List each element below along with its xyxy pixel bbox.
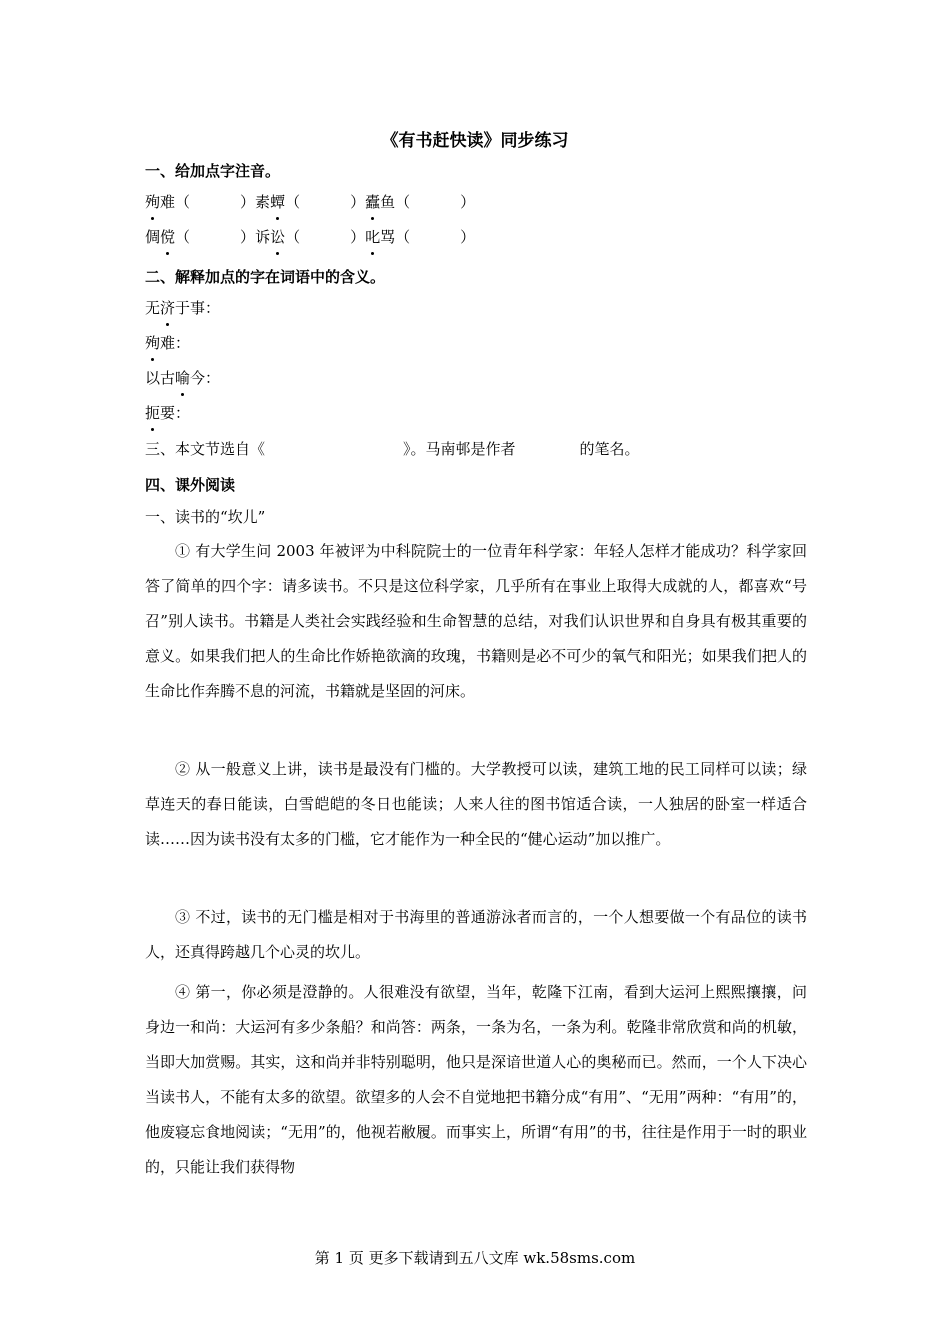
reading-paragraph-3: ③ 不过，读书的无门槛是相对于书海里的普通游泳者而言的，一个人想要做一个有品位的读书人，还真得跨越几个心灵的坎儿。	[145, 908, 807, 961]
reading-paragraph-2: ② 从一般意义上讲，读书是最没有门槛的。大学教授可以读，建筑工地的民工同样可以读；绿草连天的春日能读，白雪皑皑的冬日也能读；人来人往的图书馆适合读，一人独居的卧室一样适合读……因为读书没有太多的门槛，它才能作为一种全民的“健心运动”加以推广。	[145, 760, 807, 848]
section4-heading: 四、课外阅读	[145, 476, 236, 494]
meaning-item-1: 无济于事：	[145, 299, 221, 317]
page-footer: 第 1 页 更多下载请到五八文库 wk.58sms.com	[314, 1249, 636, 1267]
dotted-char: 叱	[365, 228, 381, 246]
dotted-char: 喻	[175, 369, 191, 387]
reading-paragraph-4: ④ 第一，你必须是澄静的。人很难没有欲望，当年，乾隆下江南，看到大运河上熙熙攘攘，问身边一和尚：大运河有多少条船？和尚答：两条，一条为名，一条为利。乾隆非常欣赏和尚的机敏，当即大加赏赐。其实，这和尚并非特别聪明，他只是深谙世道人心的奥秘而已。然而，一个人下决心当读书人，不能有太多的欲望。欲望多的人会不自觉地把书籍分成“有用”、“无用”两种：“有用”的，他废寝忘食地阅读；“无用”的，他视若敝履。而事实上，所谓“有用”的书，往往是作用于一时的职业的，只能让我们获得物	[145, 983, 807, 1176]
section3-question: 三、本文节选自《 》。马南邨是作者 的笔名。	[145, 440, 640, 458]
meaning-item-4: 扼要：	[145, 404, 191, 422]
dotted-char: 蟫	[270, 193, 286, 211]
reading-paragraph-1: ① 有大学生问 2003 年被评为中科院院士的一位青年科学家：年轻人怎样才能成功？科学家回答了简单的四个字：请多读书。不只是这位科学家，几乎所有在事业上取得大成就的人，都喜欢“号召”别人读书。书籍是人类社会实践经验和生命智慧的总结，对我们认识世界和自身具有极其重要的意义。如果我们把人的生命比作娇艳欲滴的玫瑰，书籍则是必不可少的氧气和阳光；如果我们把人的生命比作奔腾不息的河流，书籍就是坚固的河床。	[145, 542, 807, 700]
pinyin-item-6: 叱骂（ ）	[365, 228, 476, 246]
pinyin-item-5: 诉讼（ ）	[255, 228, 366, 246]
dotted-char: 济	[160, 299, 176, 317]
reading-subtitle: 一、读书的“坎儿”	[145, 508, 266, 526]
pinyin-row-2	[145, 226, 475, 248]
pinyin-row-1	[145, 191, 475, 213]
dotted-char: 讼	[270, 228, 286, 246]
dotted-char: 傥	[160, 228, 176, 246]
meaning-item-2: 殉难：	[145, 334, 191, 352]
dotted-char: 殉	[145, 193, 161, 211]
pinyin-item-2: 素蟫（ ）	[255, 193, 366, 211]
document-title: 《有书赶快读》同步练习	[381, 131, 569, 151]
section1-heading: 一、给加点字注音。	[145, 162, 281, 180]
pinyin-item-3: 蠹鱼（ ）	[365, 193, 476, 211]
pinyin-item-4: 倜傥（ ）	[145, 228, 256, 246]
section2-heading: 二、解释加点的字在词语中的含义。	[145, 268, 386, 286]
meaning-item-3: 以古喻今：	[145, 369, 221, 387]
dotted-char: 蠹	[365, 193, 381, 211]
pinyin-item-1: 殉难（ ）	[145, 193, 256, 211]
dotted-char: 殉	[145, 334, 161, 352]
dotted-char: 扼	[145, 404, 161, 422]
